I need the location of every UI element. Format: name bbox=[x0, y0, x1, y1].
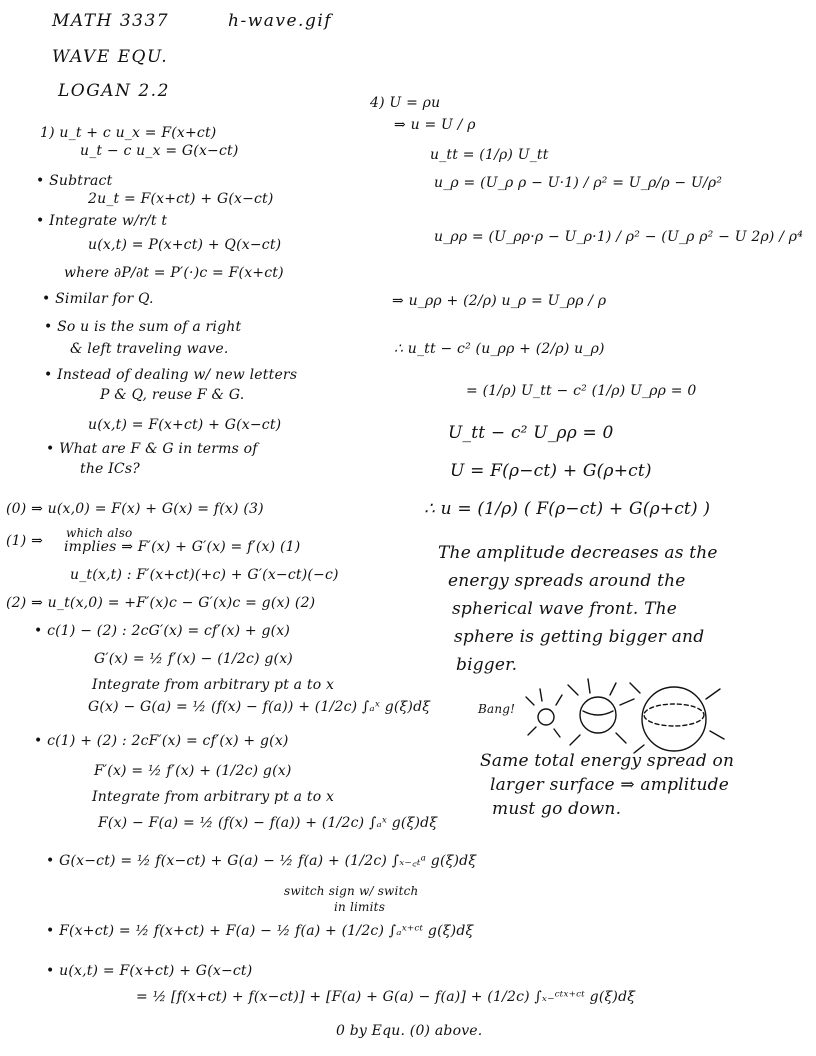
eq-line: 0 by Equ. (0) above. bbox=[336, 1023, 483, 1039]
reference: LOGAN 2.2 bbox=[58, 81, 170, 101]
eq-line: u_t(x,t) : F′(x+ct)(+c) + G′(x−ct)(−c) bbox=[70, 567, 339, 583]
small-sphere-icon bbox=[538, 709, 554, 725]
eq-line: F′(x) = ½ f′(x) + (1/2c) g(x) bbox=[94, 763, 292, 779]
note-line: energy spreads around the bbox=[448, 571, 686, 591]
eq-label: (1) ⇒ bbox=[6, 533, 44, 549]
note-line: & left traveling wave. bbox=[70, 341, 229, 357]
file-name: h-wave.gif bbox=[228, 11, 333, 31]
eq-line: ⇒ u_ρρ + (2/ρ) u_ρ = U_ρρ / ρ bbox=[392, 293, 607, 309]
eq-line: F(x) − F(a) = ½ (f(x) − f(a)) + (1/2c) ∫ₐˣ g(ξ)dξ bbox=[98, 815, 438, 831]
note-line: bigger. bbox=[456, 655, 518, 675]
eq-line: • c(1) − (2) : 2cG′(x) = cf′(x) + g(x) bbox=[34, 623, 291, 639]
eq-line: where ∂P/∂t = P′(·)c = F(x+ct) bbox=[64, 265, 284, 281]
eq-line: • c(1) + (2) : 2cF′(x) = cf′(x) + g(x) bbox=[34, 733, 289, 749]
eq-line: ⇒ u = U / ρ bbox=[394, 117, 476, 133]
note-line: • Integrate w/r/t t bbox=[36, 213, 168, 229]
eq-line: 2u_t = F(x+ct) + G(x−ct) bbox=[88, 191, 274, 207]
eq-line: 4) U = ρu bbox=[370, 95, 441, 111]
note-line: • Subtract bbox=[36, 173, 113, 189]
eq-line: G′(x) = ½ f′(x) − (1/2c) g(x) bbox=[94, 651, 293, 667]
note-line: The amplitude decreases as the bbox=[438, 543, 718, 563]
note-line: • So u is the sum of a right bbox=[44, 319, 242, 335]
large-sphere-icon bbox=[642, 687, 706, 751]
eq-line: u(x,t) = P(x+ct) + Q(x−ct) bbox=[88, 237, 282, 253]
eq-line: = (1/ρ) U_tt − c² (1/ρ) U_ρρ = 0 bbox=[466, 383, 697, 399]
course-title: MATH 3337 bbox=[52, 11, 170, 31]
eq-line: u(x,t) = F(x+ct) + G(x−ct) bbox=[88, 417, 282, 433]
note-line: Integrate from arbitrary pt a to x bbox=[92, 789, 335, 805]
note-line: Same total energy spread on bbox=[480, 751, 735, 771]
eq-line: • u(x,t) = F(x+ct) + G(x−ct) bbox=[46, 963, 253, 979]
eq-note: which also bbox=[66, 526, 133, 540]
expanding-sphere-sketch bbox=[470, 675, 750, 755]
note-line: the ICs? bbox=[80, 461, 140, 477]
eq-line: (0) ⇒ u(x,0) = F(x) + G(x) = f(x) (3) bbox=[6, 501, 264, 517]
eq-line: u_ρ = (U_ρ ρ − U·1) / ρ² = U_ρ/ρ − U/ρ² bbox=[434, 175, 723, 191]
eq-line: U = F(ρ−ct) + G(ρ+ct) bbox=[450, 461, 652, 481]
topic-title: WAVE EQU. bbox=[52, 47, 169, 67]
note-line: • What are F & G in terms of bbox=[46, 441, 258, 457]
eq-line: u_t − c u_x = G(x−ct) bbox=[80, 143, 239, 159]
eq-line: • F(x+ct) = ½ f(x+ct) + F(a) − ½ f(a) + (1/2c) ∫ₐˣ⁺ᶜᵗ g(ξ)dξ bbox=[46, 923, 474, 939]
note-line: Integrate from arbitrary pt a to x bbox=[92, 677, 335, 693]
eq-line: • G(x−ct) = ½ f(x−ct) + G(a) − ½ f(a) + (1/2c) ∫ₓ₋꜀ₜᵃ g(ξ)dξ bbox=[46, 853, 477, 869]
eq-line: u_tt = (1/ρ) U_tt bbox=[430, 147, 549, 163]
note-line: P & Q, reuse F & G. bbox=[100, 387, 245, 403]
eq-line: U_tt − c² U_ρρ = 0 bbox=[448, 423, 614, 443]
note-line: larger surface ⇒ amplitude bbox=[490, 775, 729, 795]
note-line: • Instead of dealing w/ new letters bbox=[44, 367, 298, 383]
eq-line: = ½ [f(x+ct) + f(x−ct)] + [F(a) + G(a) − f(a)] + (1/2c) ∫ₓ₋ᶜᵗˣ⁺ᶜᵗ g(ξ)dξ bbox=[136, 989, 636, 1005]
eq-line: (2) ⇒ u_t(x,0) = +F′(x)c − G′(x)c = g(x) (2) bbox=[6, 595, 316, 611]
note-line: sphere is getting bigger and bbox=[454, 627, 705, 647]
eq-note: in limits bbox=[334, 900, 386, 914]
eq-line: ∴ u_tt − c² (u_ρρ + (2/ρ) u_ρ) bbox=[394, 341, 605, 357]
note-line: • Similar for Q. bbox=[42, 291, 154, 307]
eq-line: ∴ u = (1/ρ) ( F(ρ−ct) + G(ρ+ct) ) bbox=[424, 499, 711, 519]
note-line: spherical wave front. The bbox=[452, 599, 678, 619]
eq-line: implies ⇒ F′(x) + G′(x) = f′(x) (1) bbox=[64, 539, 301, 555]
eq-line: u_ρρ = (U_ρρ·ρ − U_ρ·1) / ρ² − (U_ρ ρ² − U 2ρ) / ρ⁴ bbox=[434, 229, 804, 245]
eq-line: 1) u_t + c u_x = F(x+ct) bbox=[40, 125, 217, 141]
note-line: must go down. bbox=[492, 799, 622, 819]
bang-label: Bang! bbox=[478, 702, 516, 716]
eq-line: G(x) − G(a) = ½ (f(x) − f(a)) + (1/2c) ∫ₐˣ g(ξ)dξ bbox=[88, 699, 431, 715]
eq-note: switch sign w/ switch bbox=[284, 884, 419, 898]
